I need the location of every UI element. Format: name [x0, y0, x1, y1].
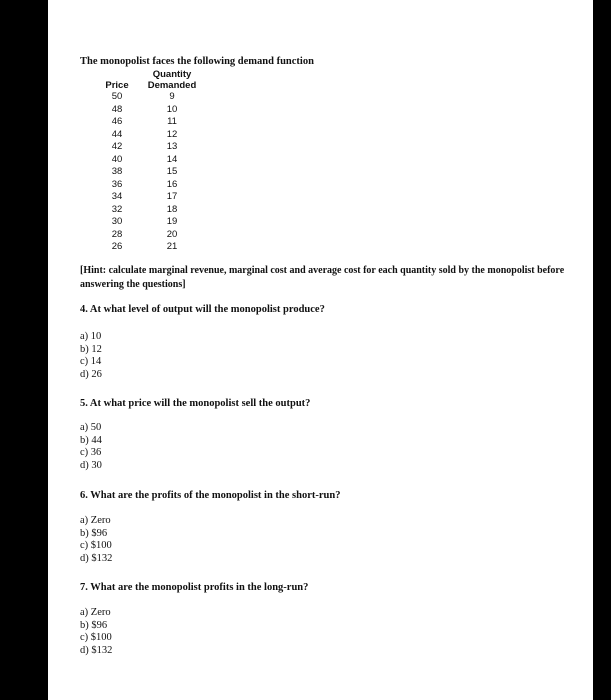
option-item: a) Zero [80, 607, 111, 618]
quantity-header-bottom: Demanded [147, 80, 197, 91]
price-cell: 28 [111, 228, 123, 240]
quantity-cell: 21 [166, 241, 178, 252]
option-item: b) 44 [80, 434, 102, 446]
quantity-cell: 19 [166, 216, 178, 227]
price-cell: 32 [111, 203, 123, 215]
question-5-title: 5. At what price will the monopolist sell the output? [80, 398, 311, 409]
table-row [94, 166, 204, 179]
option-item: a) 10 [80, 331, 102, 342]
table-row [94, 216, 204, 229]
price-cell: 26 [111, 241, 123, 252]
option-item: c) $100 [80, 632, 112, 643]
option-item: c) 36 [80, 447, 102, 458]
quantity-cell: 16 [166, 178, 178, 190]
price-cell: 44 [111, 128, 123, 140]
table-row [94, 129, 204, 142]
question-6-title: 6. What are the profits of the monopolist in the short-run? [80, 490, 341, 501]
hint-text: [Hint: calculate marginal revenue, marginal cost and average cost for each quantity sold by the monopolist before answering the questions] [80, 265, 565, 290]
demand-table [94, 69, 204, 254]
table-header-row-bottom [94, 80, 204, 91]
option-item: b) $96 [80, 619, 108, 631]
question-7-title: 7. What are the monopolist profits in the long-run? [80, 582, 309, 593]
option-item: d) $132 [80, 552, 113, 564]
question-6-options [80, 515, 112, 565]
table-row [94, 141, 204, 154]
quantity-cell: 9 [169, 91, 175, 102]
option-item: d) 30 [80, 459, 102, 471]
price-cell: 36 [111, 178, 123, 190]
option-item: d) 26 [80, 368, 102, 380]
price-cell: 50 [111, 91, 123, 102]
table-row [94, 241, 204, 254]
table-row [94, 116, 204, 129]
quantity-cell: 12 [166, 128, 178, 140]
table-header-row-top [94, 69, 204, 80]
table-row [94, 204, 204, 217]
intro-text: The monopolist faces the following demand function [80, 56, 314, 67]
price-cell: 40 [111, 153, 123, 165]
option-item: d) $132 [80, 644, 113, 656]
document-page [48, 0, 593, 700]
quantity-cell: 14 [166, 153, 178, 165]
price-cell: 48 [111, 103, 123, 115]
quantity-header-top: Quantity [152, 69, 192, 80]
option-item: a) Zero [80, 515, 111, 526]
table-row [94, 154, 204, 167]
quantity-cell: 18 [166, 203, 178, 215]
table-row [94, 191, 204, 204]
quantity-cell: 15 [166, 166, 178, 177]
question-4-options [80, 331, 102, 381]
quantity-cell: 13 [166, 141, 178, 152]
option-item: b) 12 [80, 343, 102, 355]
question-4-title: 4. At what level of output will the monopolist produce? [80, 304, 325, 315]
quantity-cell: 17 [166, 191, 178, 202]
table-row [94, 91, 204, 104]
option-item: c) $100 [80, 540, 112, 551]
question-5-options [80, 422, 102, 472]
question-7-options [80, 607, 112, 657]
price-cell: 34 [111, 191, 123, 202]
quantity-cell: 11 [167, 116, 177, 127]
table-row [94, 104, 204, 117]
option-item: c) 14 [80, 356, 102, 367]
price-header: Price [105, 80, 129, 91]
price-cell: 30 [111, 216, 123, 227]
option-item: b) $96 [80, 527, 108, 539]
option-item: a) 50 [80, 422, 102, 433]
price-cell: 38 [111, 166, 123, 177]
quantity-cell: 20 [166, 228, 178, 240]
table-row [94, 179, 204, 192]
price-cell: 42 [111, 141, 123, 152]
quantity-cell: 10 [166, 103, 178, 115]
table-row [94, 229, 204, 242]
price-cell: 46 [111, 116, 123, 127]
